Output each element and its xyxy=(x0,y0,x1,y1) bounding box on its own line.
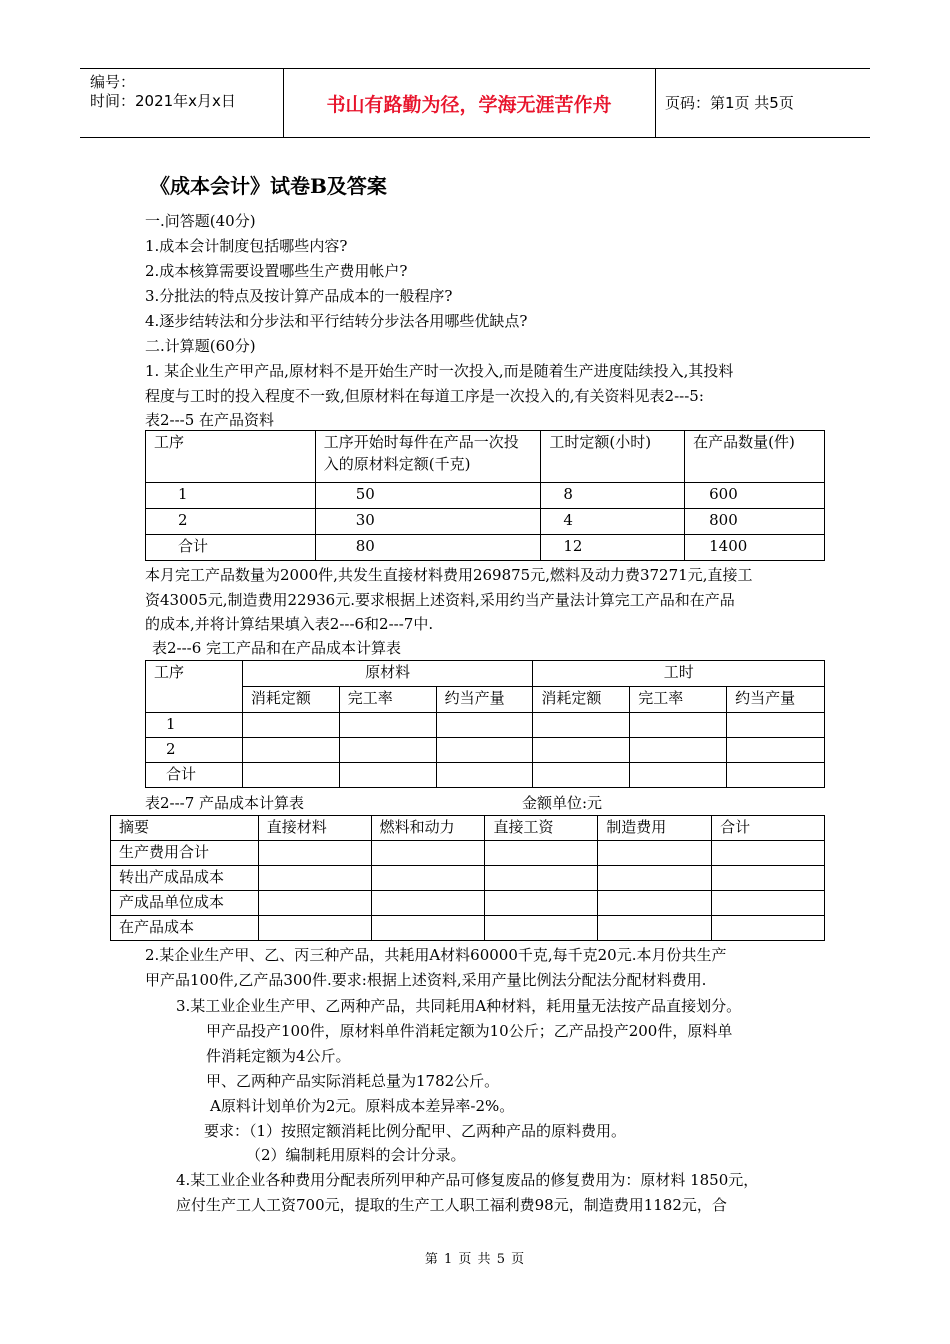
table-row xyxy=(146,738,825,763)
table7-empty-cell xyxy=(712,891,825,916)
table7-header: 摘要 xyxy=(111,816,259,841)
table6-empty-cell xyxy=(727,738,825,763)
table5-header-row xyxy=(146,431,825,483)
table6-subheader: 消耗定额 xyxy=(242,687,339,713)
header-left xyxy=(90,73,236,111)
table7-empty-cell xyxy=(371,916,485,941)
section2-heading: 二.计算题(60分) xyxy=(145,337,256,355)
table-row xyxy=(111,841,825,866)
table6-caption: 表2---6 完工产品和在产品成本计算表 xyxy=(152,639,402,657)
table6-row-label: 2 xyxy=(146,738,243,763)
table-2-7 xyxy=(110,815,825,941)
question-4: 4.逐步结转法和分步法和平行结转分步法各用哪些优缺点? xyxy=(145,312,528,330)
problem3-text-4: 甲、乙两种产品实际消耗总量为1782公斤。 xyxy=(206,1072,500,1090)
header-divider-2 xyxy=(655,69,656,137)
table-2-6 xyxy=(145,660,825,788)
table7-empty-cell xyxy=(485,916,598,941)
question-3: 3.分批法的特点及按计算产品成本的一般程序? xyxy=(145,287,453,305)
document-title: 《成本会计》试卷B及答案 xyxy=(150,174,387,198)
table7-empty-cell xyxy=(712,916,825,941)
problem1-text-2: 程度与工时的投入程度不一致,但原材料在每道工序是一次投入的,有关资料见表2---5: xyxy=(145,387,704,405)
table6-empty-cell xyxy=(630,738,727,763)
table7-empty-cell xyxy=(258,916,371,941)
table6-empty-cell xyxy=(339,713,436,738)
table6-subheader: 约当产量 xyxy=(436,687,533,713)
table6-empty-cell xyxy=(339,738,436,763)
table5-cell: 4 xyxy=(541,509,685,535)
table6-empty-cell xyxy=(630,713,727,738)
table-row xyxy=(111,891,825,916)
header-motto: 书山有路勤为径，学海无涯苦作舟 xyxy=(326,93,612,116)
table7-header: 直接工资 xyxy=(485,816,598,841)
section1-heading: 一.问答题(40分) xyxy=(145,212,256,230)
table7-empty-cell xyxy=(371,891,485,916)
table6-row-label: 合计 xyxy=(146,763,243,788)
table7-header: 制造费用 xyxy=(598,816,712,841)
page-footer: 第 1 页 共 5 页 xyxy=(424,1252,526,1267)
table-row xyxy=(146,483,825,509)
table5-cell: 8 xyxy=(541,483,685,509)
table-row xyxy=(111,866,825,891)
table6-subheader-row xyxy=(146,687,825,713)
table5-header: 在产品数量(件) xyxy=(685,431,825,483)
table-row xyxy=(146,509,825,535)
problem3-text-2: 甲产品投产100件，原材料单件消耗定额为10公斤；乙产品投产200件，原料单 xyxy=(206,1022,733,1040)
table5-cell: 1 xyxy=(146,483,316,509)
table-row xyxy=(111,916,825,941)
table7-empty-cell xyxy=(712,866,825,891)
table7-header-row xyxy=(111,816,825,841)
table7-header: 直接材料 xyxy=(258,816,371,841)
table6-process-header: 工序 xyxy=(146,661,243,713)
question-2: 2.成本核算需要设置哪些生产费用帐户? xyxy=(145,262,408,280)
problem4-text-2: 应付生产工人工资700元，提取的生产工人职工福利费98元，制造费用1182元，合 xyxy=(176,1196,727,1214)
table7-empty-cell xyxy=(712,841,825,866)
table7-header: 合计 xyxy=(712,816,825,841)
table6-empty-cell xyxy=(436,713,533,738)
problem3-text-3: 件消耗定额为4公斤。 xyxy=(206,1047,351,1065)
table7-row-label: 转出产成品成本 xyxy=(111,866,259,891)
table6-subheader: 完工率 xyxy=(630,687,727,713)
table7-empty-cell xyxy=(258,866,371,891)
header-page-number: 页码：第1页 共5页 xyxy=(665,94,794,112)
problem3-text-5: A原料计划单价为2元。原料成本差异率-2%。 xyxy=(210,1097,515,1115)
problem2-text-1: 2.某企业生产甲、乙、丙三种产品，共耗用A材料60000千克,每千克20元.本月份共生产 xyxy=(145,946,727,964)
table7-empty-cell xyxy=(485,841,598,866)
table-2-5 xyxy=(145,430,825,561)
table7-row-label: 生产费用合计 xyxy=(111,841,259,866)
table7-empty-cell xyxy=(598,916,712,941)
table5-cell: 800 xyxy=(685,509,825,535)
table5-cell: 2 xyxy=(146,509,316,535)
table5-cell: 600 xyxy=(685,483,825,509)
table5-header: 工序开始时每件在产品一次投入的原材料定额(千克) xyxy=(315,431,541,483)
table7-empty-cell xyxy=(485,891,598,916)
table7-unit: 金额单位:元 xyxy=(522,794,603,812)
table5-cell: 50 xyxy=(315,483,541,509)
table7-empty-cell xyxy=(258,891,371,916)
table6-empty-cell xyxy=(436,738,533,763)
table6-empty-cell xyxy=(630,763,727,788)
table6-empty-cell xyxy=(242,738,339,763)
table6-material-header: 原材料 xyxy=(242,661,533,687)
problem1-after-3: 的成本,并将计算结果填入表2---6和2---7中. xyxy=(145,615,434,633)
table6-empty-cell xyxy=(727,763,825,788)
table5-cell: 12 xyxy=(541,535,685,561)
table6-row-label: 1 xyxy=(146,713,243,738)
problem2-text-2: 甲产品100件,乙产品300件.要求:根据上述资料,采用产量比例法分配法分配材料费用. xyxy=(145,971,707,989)
table6-empty-cell xyxy=(533,763,630,788)
table7-row-label: 产成品单位成本 xyxy=(111,891,259,916)
table6-empty-cell xyxy=(339,763,436,788)
page-header xyxy=(80,68,870,138)
header-number: 编号： xyxy=(90,73,136,91)
table-row xyxy=(146,535,825,561)
table5-cell: 80 xyxy=(315,535,541,561)
table6-group-row xyxy=(146,661,825,687)
problem1-after-2: 资43005元,制造费用22936元.要求根据上述资料,采用约当产量法计算完工产品和在产品 xyxy=(145,591,735,609)
table-row xyxy=(146,713,825,738)
table7-row-label: 在产品成本 xyxy=(111,916,259,941)
question-1: 1.成本会计制度包括哪些内容? xyxy=(145,237,348,255)
table5-cell: 合计 xyxy=(146,535,316,561)
table7-empty-cell xyxy=(598,866,712,891)
table7-empty-cell xyxy=(371,866,485,891)
table6-subheader: 完工率 xyxy=(339,687,436,713)
table5-header: 工序 xyxy=(146,431,316,483)
problem3-text-6: 要求：（1）按照定额消耗比例分配甲、乙两种产品的原料费用。 xyxy=(204,1122,627,1140)
table7-caption: 表2---7 产品成本计算表 xyxy=(145,794,305,812)
table7-empty-cell xyxy=(598,891,712,916)
table7-empty-cell xyxy=(371,841,485,866)
table6-empty-cell xyxy=(727,713,825,738)
problem1-after-1: 本月完工产品数量为2000件,共发生直接材料费用269875元,燃料及动力费37271元,直接工 xyxy=(145,566,753,584)
problem3-text-1: 3.某工业企业生产甲、乙两种产品，共同耗用A种材料，耗用量无法按产品直接划分。 xyxy=(176,997,742,1015)
table7-empty-cell xyxy=(598,841,712,866)
problem3-text-7: （2）编制耗用原料的会计分录。 xyxy=(246,1146,466,1164)
table6-subheader: 消耗定额 xyxy=(533,687,630,713)
problem4-text-1: 4.某工业企业各种费用分配表所列甲种产品可修复废品的修复费用为：原材料 1850元， xyxy=(176,1171,759,1189)
table7-empty-cell xyxy=(258,841,371,866)
table6-empty-cell xyxy=(242,763,339,788)
table6-empty-cell xyxy=(533,738,630,763)
table6-empty-cell xyxy=(533,713,630,738)
table5-header: 工时定额(小时) xyxy=(541,431,685,483)
header-time: 时间：2021年x月x日 xyxy=(90,92,236,110)
problem1-text-1: 1. 某企业生产甲产品,原材料不是开始生产时一次投入,而是随着生产进度陆续投入,其投料 xyxy=(145,362,734,380)
table6-subheader: 约当产量 xyxy=(727,687,825,713)
table7-header: 燃料和动力 xyxy=(371,816,485,841)
table5-caption: 表2---5 在产品资料 xyxy=(145,411,275,429)
table-row xyxy=(146,763,825,788)
table5-cell: 1400 xyxy=(685,535,825,561)
table5-cell: 30 xyxy=(315,509,541,535)
table6-empty-cell xyxy=(242,713,339,738)
table6-hours-header: 工时 xyxy=(533,661,825,687)
table6-empty-cell xyxy=(436,763,533,788)
table7-empty-cell xyxy=(485,866,598,891)
